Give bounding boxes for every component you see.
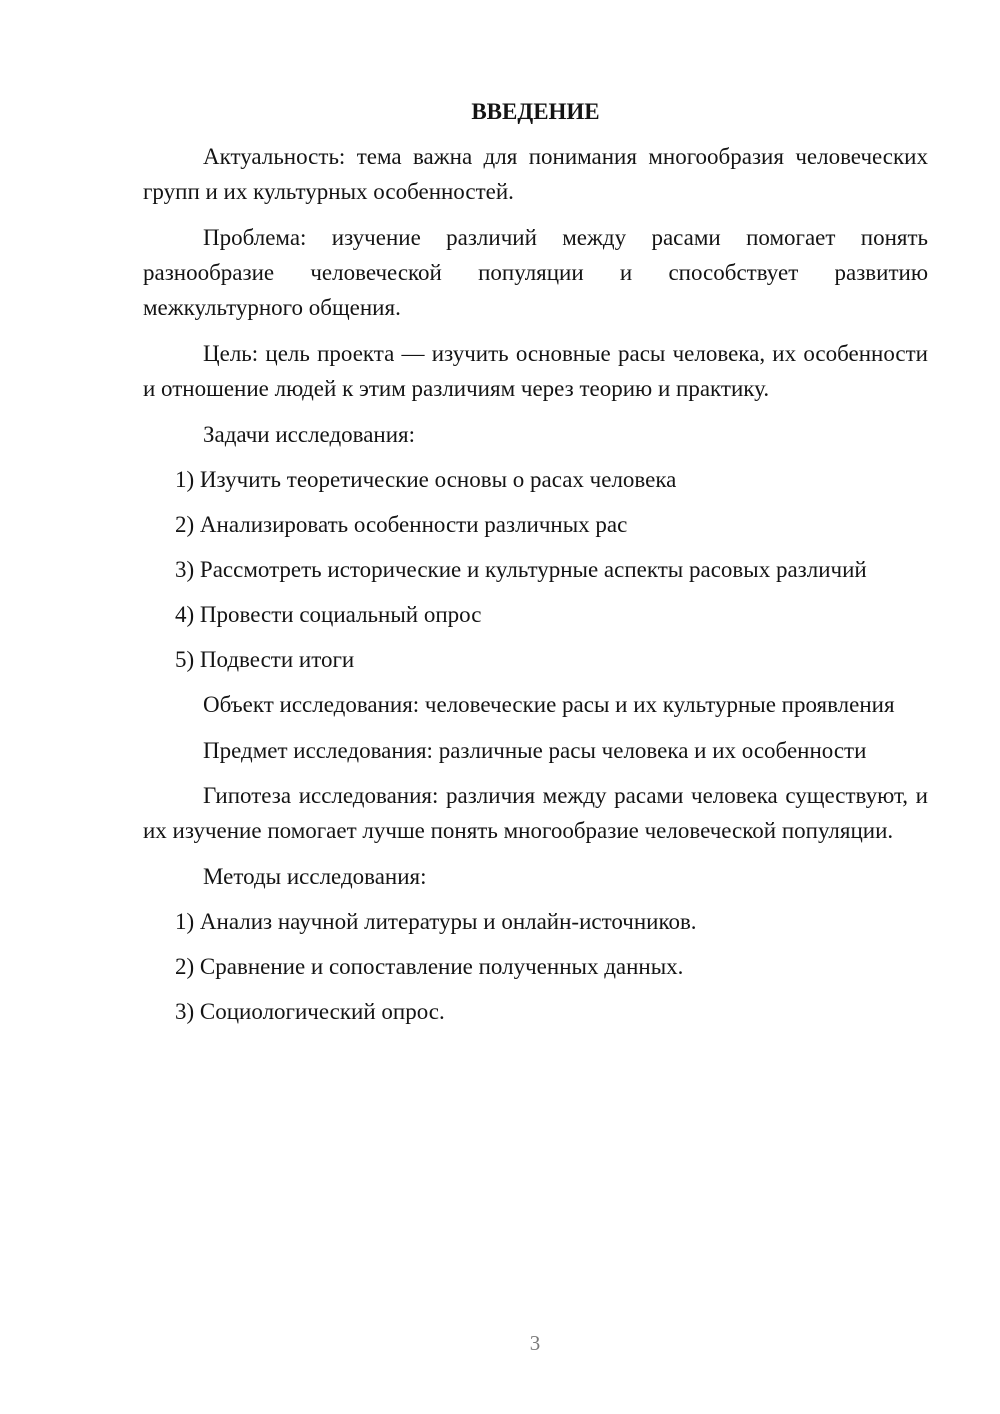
tasks-title: Задачи исследования: [203,422,416,447]
task-item: 3) Рассмотреть исторические и культурные аспекты расовых различий [175,557,867,582]
problem-paragraph: Проблема: изучение различий между расами помогает понять разнообразие человеческой популяции и способствует развитию межкультурного общения. [143,225,928,320]
goal-paragraph: Цель: цель проекта — изучить основные расы человека, их особенности и отношение людей к этим различиям через теорию и практику. [143,341,928,401]
document-body [143,94,928,1039]
method-item: 1) Анализ научной литературы и онлайн-источников. [175,909,697,934]
task-item: 2) Анализировать особенности различных рас [175,512,628,537]
method-item: 3) Социологический опрос. [175,999,445,1024]
hypothesis-paragraph: Гипотеза исследования: различия между расами человека существуют, и их изучение помогает лучше понять многообразие человеческой популяции. [143,783,928,843]
task-item: 5) Подвести итоги [175,647,355,672]
relevance-paragraph: Актуальность: тема важна для понимания многообразия человеческих групп и их культурных особенностей. [143,144,928,204]
methods-title: Методы исследования: [203,864,427,889]
method-item: 2) Сравнение и сопоставление полученных данных. [175,954,684,979]
tasks-list [143,462,928,677]
page-title: ВВЕДЕНИЕ [471,99,600,124]
task-item: 4) Провести социальный опрос [175,602,482,627]
methods-list [143,904,928,1029]
task-item: 1) Изучить теоретические основы о расах человека [175,467,677,492]
page-number: 3 [529,1331,541,1355]
subject-paragraph: Предмет исследования: различные расы человека и их особенности [203,738,867,763]
object-paragraph: Объект исследования: человеческие расы и их культурные проявления [203,692,895,717]
